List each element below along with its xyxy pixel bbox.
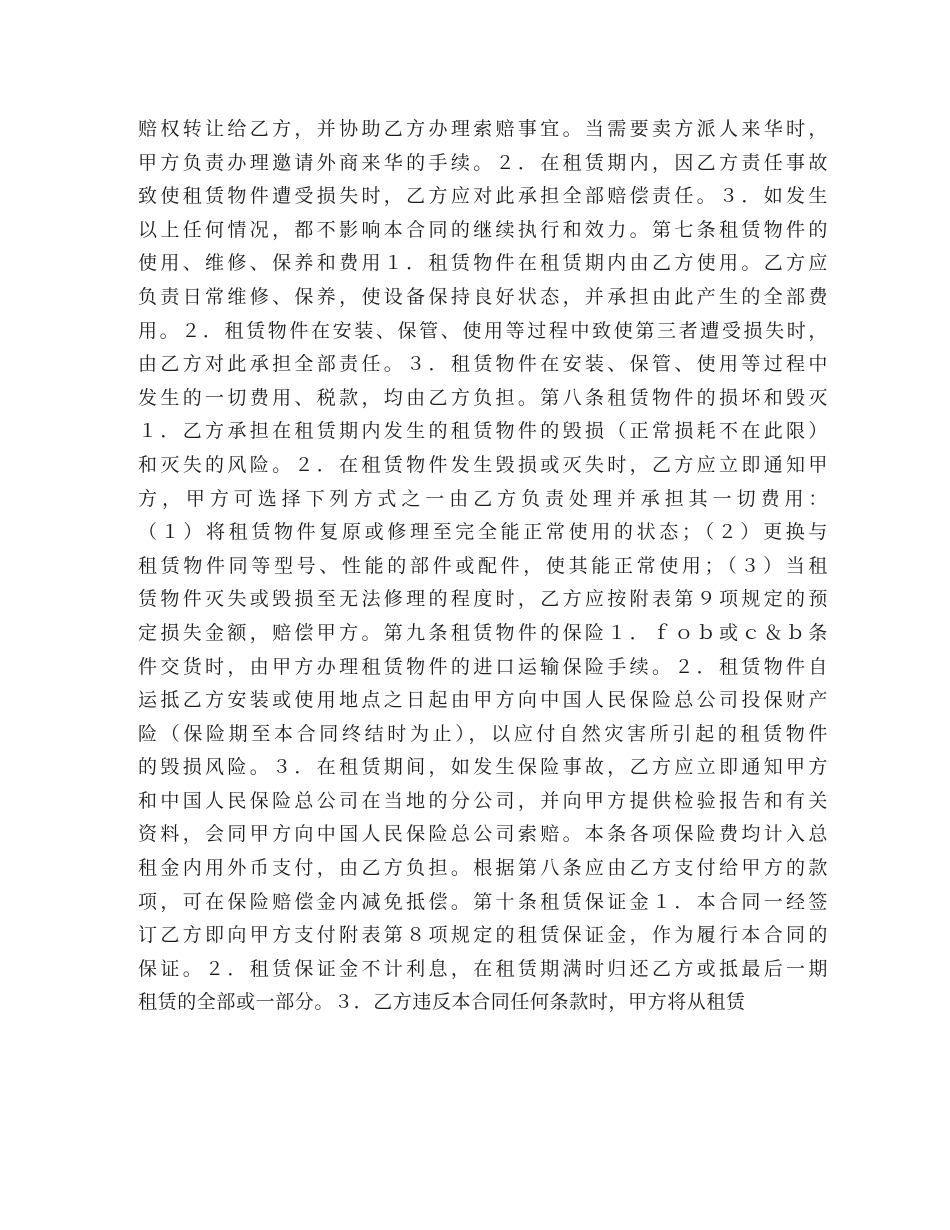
text-line: 赁物件灭失或毁损至无法修理的程度时，乙方应按附表第９项规定的预: [138, 588, 828, 611]
text-line: 项，可在保险赔偿金内减免抵偿。第十条租赁保证金１．本合同一经签: [138, 890, 828, 913]
text-line: １．乙方承担在租赁期内发生的租赁物件的毁损（正常损耗不在此限）: [138, 420, 828, 443]
text-line: 发生的一切费用、税款，均由乙方负担。第八条租赁物件的损坏和毁灭: [138, 386, 828, 409]
text-line: 租赁物件同等型号、性能的部件或配件，使其能正常使用；（３）当租: [138, 554, 828, 577]
text-line: 保证。２．租赁保证金不计利息，在租赁期满时归还乙方或抵最后一期: [138, 957, 828, 980]
text-line: 以上任何情况，都不影响本合同的继续执行和效力。第七条租赁物件的: [138, 218, 828, 241]
text-line: 租赁的全部或一部分。３．乙方违反本合同任何条款时，甲方将从租赁: [138, 991, 746, 1014]
text-line: 的毁损风险。３．在租赁期间，如发生保险事故，乙方应立即通知甲方: [138, 756, 828, 779]
text-line: 致使租赁物件遭受损失时，乙方应对此承担全部赔偿责任。３．如发生: [138, 185, 828, 208]
text-line: 用。２．租赁物件在安装、保管、使用等过程中致使第三者遭受损失时，: [138, 319, 828, 342]
text-line: 定损失金额，赔偿甲方。第九条租赁物件的保险１．ｆｏｂ或ｃ＆ｂ条: [138, 621, 828, 644]
text-line: 甲方负责办理邀请外商来华的手续。２．在租赁期内，因乙方责任事故: [138, 151, 828, 174]
text-line: 负责日常维修、保养，使设备保持良好状态，并承担由此产生的全部费: [138, 285, 828, 308]
text-line: 由乙方对此承担全部责任。３．租赁物件在安装、保管、使用等过程中: [138, 353, 828, 376]
text-line: （１）将租赁物件复原或修理至完全能正常使用的状态；（２）更换与: [138, 521, 828, 544]
text-line: 租金内用外币支付，由乙方负担。根据第八条应由乙方支付给甲方的款: [138, 857, 828, 880]
text-line: 运抵乙方安装或使用地点之日起由甲方向中国人民保险总公司投保财产: [138, 689, 828, 712]
text-line: 险（保险期至本合同终结时为止），以应付自然灾害所引起的租赁物件: [138, 722, 828, 745]
text-line: 使用、维修、保养和费用１．租赁物件在租赁期内由乙方使用。乙方应: [138, 252, 828, 275]
text-line: 件交货时，由甲方办理租赁物件的进口运输保险手续。２．租赁物件自: [138, 655, 828, 678]
text-line: 赔权转让给乙方，并协助乙方办理索赔事宜。当需要卖方派人来华时，: [138, 118, 828, 140]
contract-body-text: [138, 113, 828, 1020]
text-line: 和灭失的风险。２．在租赁物件发生毁损或灭失时，乙方应立即通知甲: [138, 453, 828, 476]
text-line: 资料，会同甲方向中国人民保险总公司索赔。本条各项保险费均计入总: [138, 823, 828, 846]
text-line: 和中国人民保险总公司在当地的分公司，并向甲方提供检验报告和有关: [138, 789, 828, 812]
text-line: 订乙方即向甲方支付附表第８项规定的租赁保证金，作为履行本合同的: [138, 924, 828, 947]
text-line: 方，甲方可选择下列方式之一由乙方负责处理并承担其一切费用：: [138, 487, 828, 510]
